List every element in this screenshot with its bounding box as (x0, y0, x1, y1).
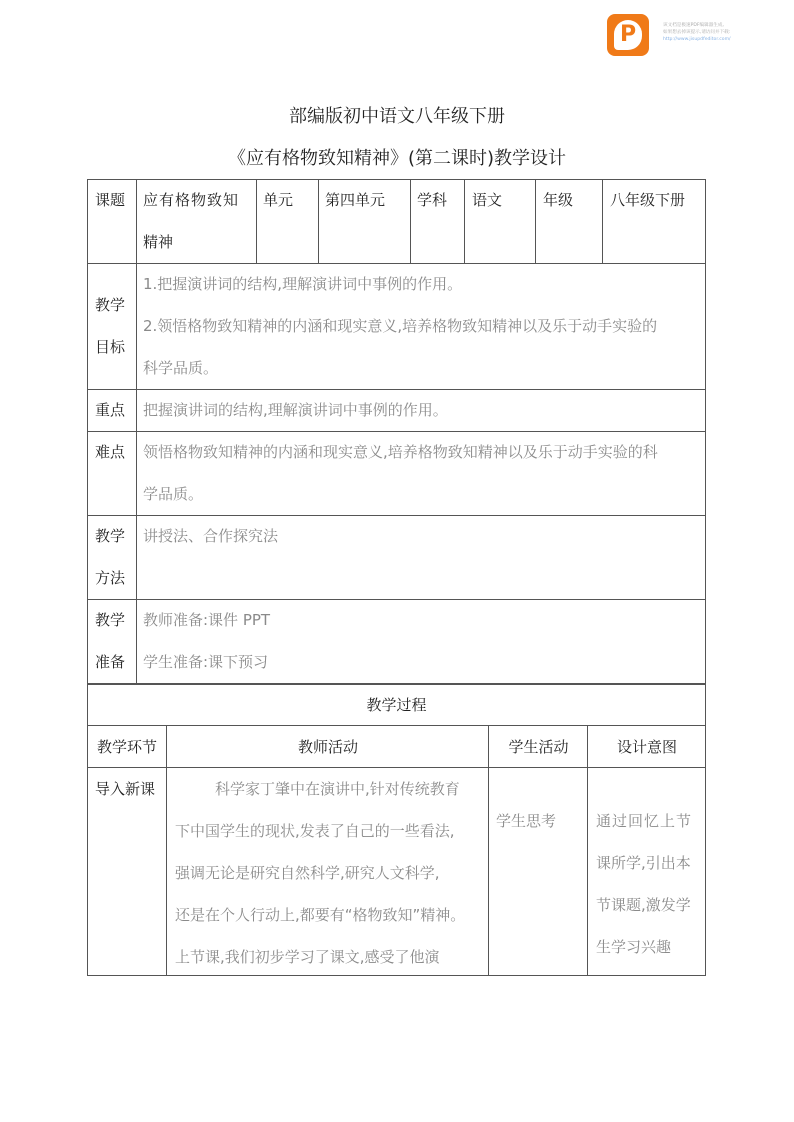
col-divider (410, 179, 411, 263)
difficulty-label: 难点 (95, 443, 126, 461)
label-column-divider (136, 179, 137, 683)
key-point-label: 重点 (95, 401, 126, 419)
col-header-intent: 设计意图 (616, 738, 677, 756)
watermark-line-1: 该文档是极速PDF编辑器生成, (663, 23, 724, 28)
col-divider (256, 179, 257, 263)
goals-label-line-1: 教学 (95, 296, 126, 314)
intent-line: 通过回忆上节 (596, 812, 693, 830)
method-text: 讲授法、合作探究法 (143, 527, 279, 545)
student-prep-text: 学生准备:课下预习 (143, 653, 269, 671)
col-divider (318, 179, 319, 263)
table-border-left (87, 179, 88, 976)
col-divider (464, 179, 465, 263)
lesson-plan-table (87, 179, 706, 976)
teacher-activity-line: 下中国学生的现状,发表了自己的一些看法, (175, 822, 455, 840)
goal-item-2-continued: 科学品质。 (143, 359, 219, 377)
intent-line: 课所学,引出本 (596, 854, 691, 872)
difficulty-text-line-2: 学品质。 (143, 485, 204, 503)
goals-label-line-2: 目标 (95, 338, 126, 356)
goal-item-2: 2.领悟格物致知精神的内涵和现实意义,培养格物致知精神以及乐于动手实验的 (143, 317, 658, 335)
pdf-editor-logo (607, 14, 649, 56)
method-label-line-1: 教学 (95, 527, 126, 545)
intro-stage: 导入新课 (95, 780, 156, 798)
col-header-teacher: 教师活动 (297, 738, 358, 756)
unit-value: 第四单元 (325, 191, 386, 209)
unit-label: 单元 (263, 191, 294, 209)
logo-badge (614, 20, 642, 50)
method-label-line-2: 方法 (95, 569, 126, 587)
col-header-stage: 教学环节 (96, 738, 157, 756)
prep-label-line-2: 准备 (95, 653, 126, 671)
teacher-activity-line: 上节课,我们初步学习了课文,感受了他演 (175, 948, 440, 966)
prep-label-line-1: 教学 (95, 611, 126, 629)
teacher-prep-text: 教师准备:课件 PPT (143, 611, 271, 629)
difficulty-text-line-1: 领悟格物致知精神的内涵和现实意义,培养格物致知精神以及乐于动手实验的科 (143, 443, 658, 461)
topic-value-line-1: 应有格物致知 (143, 191, 240, 209)
logo-letter: P (619, 22, 637, 47)
col-divider (602, 179, 603, 263)
student-activity: 学生思考 (496, 812, 557, 830)
watermark-link[interactable]: http://www.jisupdfeditor.com/ (663, 37, 731, 42)
table-border-right (705, 179, 706, 976)
intent-line: 节课题,激发学 (596, 896, 691, 914)
subject-label: 学科 (417, 191, 448, 209)
topic-label: 课题 (95, 191, 126, 209)
grade-label: 年级 (543, 191, 574, 209)
teacher-activity-line: 还是在个人行动上,都要有“格物致知”精神。 (175, 906, 466, 924)
col-divider (535, 179, 536, 263)
col-header-student: 学生活动 (508, 738, 569, 756)
subject-value: 语文 (472, 191, 503, 209)
process-heading: 教学过程 (366, 696, 427, 714)
teacher-activity-line: 科学家丁肇中在演讲中,针对传统教育 (215, 780, 460, 798)
key-point-text: 把握演讲词的结构,理解演讲词中事例的作用。 (143, 401, 448, 419)
topic-value-line-2: 精神 (143, 233, 174, 251)
watermark-text (663, 22, 783, 43)
document-subtitle: 《应有格物致知精神》(第二课时)教学设计 (227, 148, 567, 169)
teacher-activity-line: 强调无论是研究自然科学,研究人文科学, (175, 864, 440, 882)
watermark-line-2: 如果想去掉该提示,请访问并下载: (663, 30, 731, 35)
grade-value: 八年级下册 (610, 191, 686, 209)
intent-line: 生学习兴趣 (596, 938, 672, 956)
document-title: 部编版初中语文八年级下册 (289, 106, 505, 127)
goal-item-1: 1.把握演讲词的结构,理解演讲词中事例的作用。 (143, 275, 463, 293)
